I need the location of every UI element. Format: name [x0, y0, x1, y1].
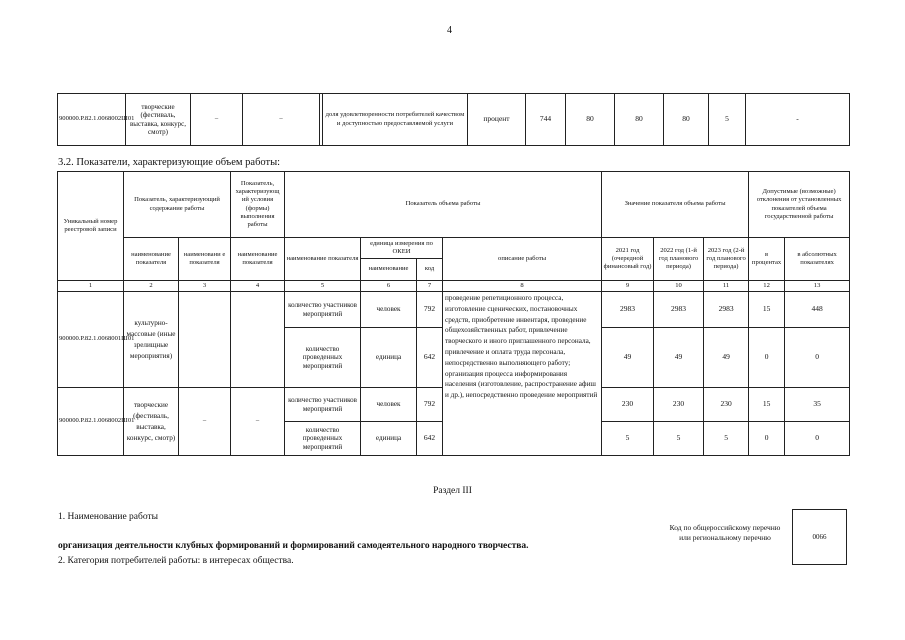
col-number: 1	[58, 281, 124, 292]
deviation-pct: 5	[709, 94, 746, 146]
volume-indicator: количество участников мероприятий	[285, 292, 361, 328]
header-content-indicator: Показатель, характеризующий содержание работы	[124, 172, 231, 238]
header-2023: 2023 год (2-й год планового периода)	[704, 238, 749, 281]
header-unique-number: Уникальный номер реестровой записи	[58, 172, 124, 281]
value-2023: 5	[704, 422, 749, 456]
col-number: 6	[361, 281, 417, 292]
unit-name: процент	[468, 94, 526, 146]
volume-indicator: количество проведенных мероприятий	[285, 328, 361, 388]
value-2022: 230	[654, 388, 704, 422]
header-abs: в абсолютных показателях	[785, 238, 850, 281]
work-name-value: организация деятельности клубных формирований и формирований самодеятельного народного творчества.	[58, 541, 529, 551]
value-2023: 2983	[704, 292, 749, 328]
unit-code: 792	[417, 388, 443, 422]
deviation-pct: 0	[749, 328, 785, 388]
value-2023: 230	[704, 388, 749, 422]
content-indicator-2	[179, 292, 231, 388]
unit-name: единица	[361, 422, 417, 456]
header-unit-name: наименование	[361, 259, 417, 281]
record-id: 900000.Р.82.1.0068002Ш01	[58, 388, 124, 456]
value-2022: 2983	[654, 292, 704, 328]
volume-indicator: количество участников мероприятий	[285, 388, 361, 422]
unit-code: 744	[526, 94, 566, 146]
value-2021: 5	[602, 422, 654, 456]
volume-indicator: количество проведенных мероприятий	[285, 422, 361, 456]
value-2021: 230	[602, 388, 654, 422]
header-volume-indicator: Показатель объема работы	[285, 172, 602, 238]
header-name-3: наименование показателя	[231, 238, 285, 281]
deviation-abs: 448	[785, 292, 850, 328]
code-value: 0066	[812, 533, 827, 541]
value-2021: 49	[602, 328, 654, 388]
record-id: 900000.Р.82.1.0068002Ш01	[58, 94, 126, 146]
unit-code: 792	[417, 292, 443, 328]
section-title: Раздел III	[433, 486, 472, 496]
col-number: 10	[654, 281, 704, 292]
quality-table-continuation	[57, 93, 850, 146]
unit-name: единица	[361, 328, 417, 388]
deviation-pct: 15	[749, 292, 785, 328]
value-2021: 2983	[602, 292, 654, 328]
condition-indicator: –	[191, 94, 243, 146]
value-2023: 80	[664, 94, 709, 146]
header-description: описание работы	[443, 238, 602, 281]
section-heading-3-2: 3.2. Показатели, характеризующие объем работы:	[58, 157, 281, 168]
volume-table	[57, 171, 850, 456]
value-2022: 49	[654, 328, 704, 388]
quality-indicator: доля удовлетворенности потребителей качеством и доступностью предоставляемой услуги	[323, 94, 468, 146]
unit-name: человек	[361, 292, 417, 328]
work-name-label: 1. Наименование работы	[58, 512, 159, 522]
header-2021: 2021 год (очередной финансовый год)	[602, 238, 654, 281]
header-unit-code: код	[417, 259, 443, 281]
col-number: 13	[785, 281, 850, 292]
content-indicator: творческие (фестиваль, выставка, конкурс, смотр)	[124, 388, 179, 456]
record-id: 900000.Р.82.1.0068001Ш01	[58, 292, 124, 388]
value-2022: 80	[615, 94, 664, 146]
deviation-pct: 0	[749, 422, 785, 456]
header-unit-okei: единица измерения по ОКЕИ	[361, 238, 443, 259]
deviation-abs: 0	[785, 328, 850, 388]
content-indicator: творческие (фестиваль, выставка, конкурс, смотр)	[126, 94, 191, 146]
deviation-abs: -	[746, 94, 850, 146]
col-number: 11	[704, 281, 749, 292]
col-number: 7	[417, 281, 443, 292]
content-indicator-2: –	[179, 388, 231, 456]
header-conditions-indicator: Показатель, характеризующ ий условия (формы) выполнения работы	[231, 172, 285, 238]
col-number: 5	[285, 281, 361, 292]
col-number: 8	[443, 281, 602, 292]
code-box	[792, 509, 847, 565]
content-indicator: культурно-массовые (иные зрелищные мероприятия)	[124, 292, 179, 388]
value-2022: 5	[654, 422, 704, 456]
work-description: проведение репетиционного процесса, изготовление сценических, постановочных средств, приобретение инвентаря, проведение общехозяйственных работ, привлечение творческого и иного приглашенного персонала, привлечение и оплата труда персонала, непосредственно выполняющего работу; организация процесса информирования населения (изготовление, распространение афиш и др.), непосредственно проведение мероприятий	[443, 292, 602, 456]
header-name-4: наименование показателя	[285, 238, 361, 281]
col-number: 9	[602, 281, 654, 292]
deviation-pct: 15	[749, 388, 785, 422]
col-number: 2	[124, 281, 179, 292]
value-2023: 49	[704, 328, 749, 388]
condition-indicator-2: –	[243, 94, 320, 146]
page-number: 4	[447, 25, 452, 36]
header-2022: 2022 год (1-й год планового периода)	[654, 238, 704, 281]
header-name-2: наименовани е показателя	[179, 238, 231, 281]
value-2021: 80	[566, 94, 615, 146]
code-label: Код по общероссийскому перечню или региональному перечню	[669, 523, 781, 542]
header-name-1: наименование показателя	[124, 238, 179, 281]
unit-name: человек	[361, 388, 417, 422]
unit-code: 642	[417, 328, 443, 388]
condition-indicator	[231, 292, 285, 388]
condition-indicator: –	[231, 388, 285, 456]
consumer-category: 2. Категория потребителей работы: в интересах общества.	[58, 556, 294, 566]
col-number: 3	[179, 281, 231, 292]
header-pct: в процентах	[749, 238, 785, 281]
unit-code: 642	[417, 422, 443, 456]
header-deviation: Допустимые (возможные) отклонения от установленных показателей объема государственной работы	[749, 172, 850, 238]
deviation-abs: 35	[785, 388, 850, 422]
deviation-abs: 0	[785, 422, 850, 456]
header-volume-value: Значение показателя объема работы	[602, 172, 749, 238]
col-number: 4	[231, 281, 285, 292]
col-number: 12	[749, 281, 785, 292]
